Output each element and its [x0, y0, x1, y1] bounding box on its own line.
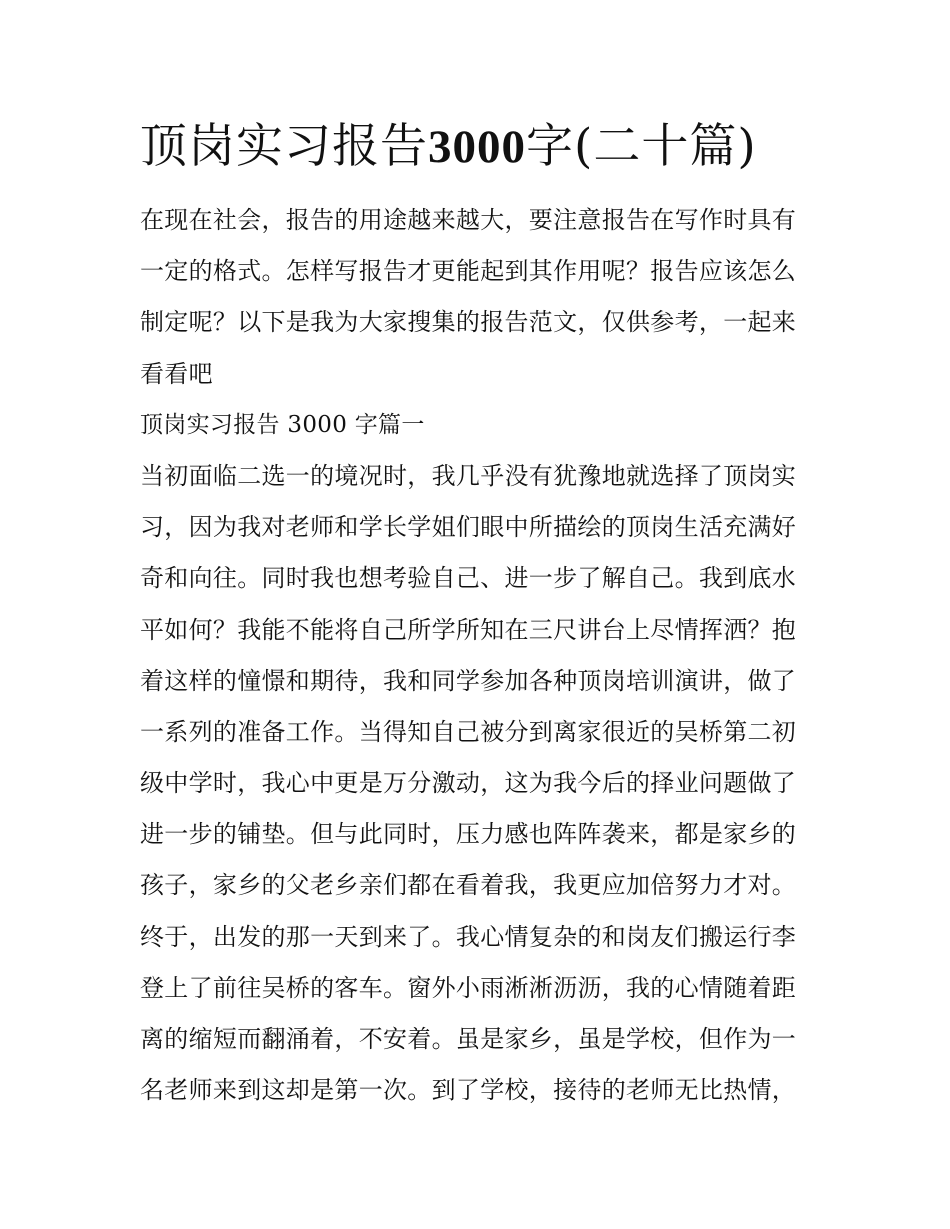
paragraph-line: 终于，出发的那一天到来了。我心情复杂的和岗友们搬运行李	[140, 922, 797, 951]
paragraph-line: 离的缩短而翻涌着，不安着。虽是家乡，虽是学校，但作为一	[140, 1025, 797, 1053]
paragraph-line: 登上了前往吴桥的客车。窗外小雨淅淅沥沥，我的心情随着距	[140, 973, 797, 1002]
document-body	[140, 195, 820, 1116]
intro-line: 制定呢？以下是我为大家搜集的报告范文，仅供参考，一起来	[140, 308, 797, 337]
intro-line: 一定的格式。怎样写报告才更能起到其作用呢？报告应该怎么	[140, 257, 797, 286]
title-suffix: 字(二十篇)	[526, 119, 757, 174]
paragraph-line: 平如何？我能不能将自己所学所知在三尺讲台上尽情挥洒？抱	[140, 615, 797, 644]
paragraph-line: 当初面临二选一的境况时，我几乎没有犹豫地就选择了顶岗实	[140, 461, 797, 490]
title-prefix: 顶岗实习报告	[140, 119, 428, 174]
intro-line: 看看吧	[140, 359, 213, 388]
paragraph-line: 名老师来到这却是第一次。到了学校，接待的老师无比热情，	[140, 1076, 797, 1105]
title-number: 3000	[428, 121, 526, 173]
paragraph-line: 进一步的铺垫。但与此同时，压力感也阵阵袭来，都是家乡的	[140, 820, 797, 849]
paragraph-line: 孩子，家乡的父老乡亲们都在看着我，我更应加倍努力才对。	[140, 871, 797, 900]
paragraph-line: 一系列的准备工作。当得知自己被分到离家很近的吴桥第二初	[140, 717, 797, 746]
section-heading: 顶岗实习报告 3000 字篇一	[140, 411, 425, 438]
document-title	[140, 112, 820, 182]
paragraph-line: 级中学时，我心中更是万分激动，这为我今后的择业问题做了	[140, 769, 797, 798]
paragraph-line: 奇和向往。同时我也想考验自己、进一步了解自己。我到底水	[140, 564, 797, 593]
paragraph-line: 着这样的憧憬和期待，我和同学参加各种顶岗培训演讲，做了	[140, 666, 797, 695]
paragraph-line: 习，因为我对老师和学长学姐们眼中所描绘的顶岗生活充满好	[140, 513, 797, 542]
intro-line: 在现在社会，报告的用途越来越大，要注意报告在写作时具有	[140, 206, 797, 234]
